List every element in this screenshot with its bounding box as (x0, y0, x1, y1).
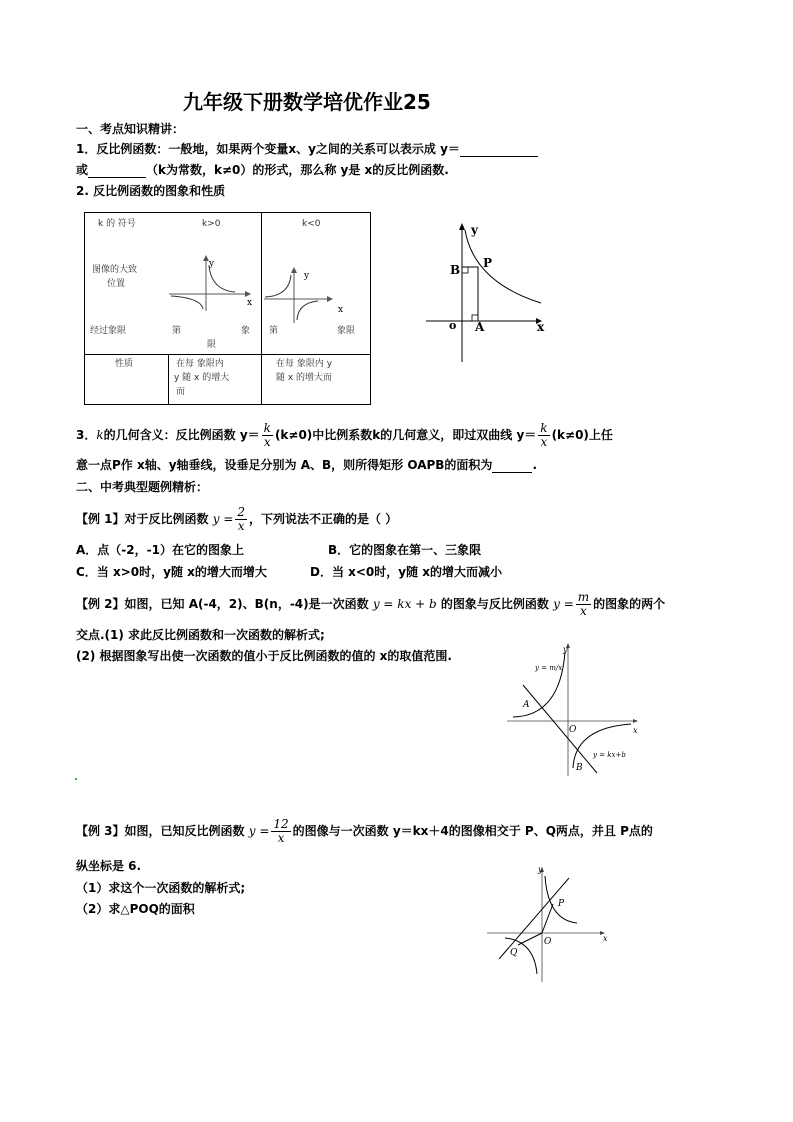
item1-line2 (76, 163, 449, 178)
item3-text-b: (k≠0)中比例系数k的几何意义，即过双曲线 y＝ (274, 428, 537, 442)
example1-label: 【例 1】对于反比例函数 (76, 512, 209, 526)
k-positive-quadrant-b: 象 (241, 326, 251, 336)
example1-option-a: A．点（-2，-1）在它的图象上 (76, 543, 244, 557)
k-negative-property-2: 随 x 的增大而 (276, 373, 333, 383)
axis-x-label: x (633, 726, 638, 735)
item1-or: 或 (76, 163, 89, 177)
example3-q2: （2）求△POQ的面积 (76, 902, 195, 916)
example2-mid: 的图象与反比例函数 (440, 597, 549, 611)
origin-label: O (544, 937, 552, 947)
fraction-k-over-x (538, 422, 549, 449)
axis-y-label: y (538, 865, 543, 874)
row-image-label-2: 位置 (107, 279, 126, 289)
table-divider (85, 354, 370, 355)
item3-number: 3． (76, 428, 97, 442)
example2-line2: 交点.(1) 求此反比例函数和一次函数的解析式; (76, 628, 325, 642)
point-p-label: P (558, 899, 565, 909)
axis-y-label: y (304, 271, 310, 281)
example2-fn-lhs: y = (553, 597, 574, 611)
graph-k-negative (262, 263, 357, 328)
origin-label: o (449, 319, 457, 332)
fraction-numerator: 12 (273, 817, 289, 831)
item3-line1 (76, 420, 613, 450)
axis-x-label: x (338, 305, 344, 315)
point-b-label: B (450, 263, 461, 277)
fraction-numerator: k (263, 421, 271, 435)
k-positive-quadrant-a: 第 (172, 326, 182, 336)
example3-line2: 纵坐标是 6. (76, 859, 142, 873)
fraction-denominator: x (263, 435, 271, 449)
row-quadrant-label: 经过象限 (90, 326, 127, 336)
axis-y-label: y (471, 223, 478, 237)
example1-question (76, 504, 397, 534)
axis-y-label: y (563, 645, 568, 654)
answer-blank (460, 142, 538, 157)
fraction-k-over-x (262, 422, 273, 449)
item3-text-c: (k≠0)上任 (551, 428, 613, 442)
example1-option-d: D．当 x<0时，y随 x的增大而减小 (310, 565, 503, 579)
item3-text-a: 的几何含义：反比例函数 y＝ (103, 428, 260, 442)
example3-question (76, 816, 653, 846)
item3-k: k (96, 428, 104, 442)
line-label: y = kx+b (593, 751, 626, 759)
item1-text-b: （k为常数，k≠0）的形式，那么称 y是 x的反比例函数. (146, 163, 449, 177)
point-a-label: A (475, 320, 485, 334)
point-a-label: A (523, 700, 530, 710)
fraction-denominator: x (580, 604, 587, 618)
row-property-label: 性质 (115, 359, 134, 369)
origin-label: O (569, 725, 577, 735)
k-positive-property-3: 而 (176, 387, 186, 397)
example1-option-b: B．它的图象在第一、三象限 (328, 543, 482, 557)
curve-label: y = m/x (535, 664, 563, 672)
example2-line3: (2) 根据图象写出使一次函数的值小于反比例函数的值的 x的取值范围. (76, 649, 452, 663)
answer-blank (88, 163, 146, 178)
axis-x-label: x (247, 298, 253, 308)
fraction-numerator: 2 (237, 505, 246, 519)
axis-y-label: y (209, 259, 215, 269)
page-title: 九年级下册数学培优作业25 (183, 90, 431, 114)
example3-label: 【例 3】如图，已知反比例函数 (76, 824, 245, 838)
axis-x-label: x (603, 934, 608, 943)
k-negative-property: 在每 象限内 y (276, 359, 333, 369)
point-b-label: B (576, 763, 583, 773)
section2-heading: 二、中考典型题例精析： (76, 480, 209, 494)
axis-x-label: x (537, 320, 545, 334)
fraction-denominator: x (237, 519, 245, 533)
example2-linear-fn: y = kx + b (372, 597, 437, 611)
header-k-negative: k<0 (302, 219, 321, 229)
row-image-label: 图像的大致 (92, 265, 138, 275)
figure-example2 (505, 640, 645, 778)
item3-period: . (532, 458, 537, 472)
item1-text-a: 1．反比例函数：一般地，如果两个变量x、y之间的关系可以表示成 y＝ (76, 142, 460, 156)
k-negative-quadrant-a: 第 (269, 326, 279, 336)
example3-tail: 的图像与一次函数 y＝kx＋4的图像相交于 P、Q两点，并且 P点的 (292, 824, 653, 838)
example1-fn-lhs: y = (212, 512, 234, 526)
graph-k-positive (165, 253, 255, 313)
point-p-label: P (483, 256, 493, 270)
figure-rectangle-oapb (420, 220, 560, 365)
example3-fn-lhs: y = (248, 824, 270, 838)
example2-question (76, 589, 665, 619)
table-divider (168, 354, 169, 404)
fraction-numerator: m (577, 590, 590, 604)
fraction-12-over-x (271, 818, 290, 845)
item3-line2 (76, 458, 537, 473)
figure-example3 (485, 862, 615, 984)
k-positive-property-2: y 随 x 的增大 (174, 373, 230, 383)
fraction-denominator: x (277, 831, 285, 845)
example2-label: 【例 2】如图，已知 A(-4，2)、B(n，-4)是一次函数 (76, 597, 369, 611)
item2-text: 2. 反比例函数的图象和性质 (76, 184, 226, 198)
fraction-denominator: x (540, 435, 548, 449)
example2-tail: 的图象的两个 (593, 597, 666, 611)
item3-text-d: 意一点P作 x轴、y轴垂线，设垂足分别为 A、B，则所得矩形 OAPB的面积为 (76, 458, 493, 472)
header-k-sign: k 的 符号 (98, 219, 136, 229)
fraction-m-over-x (576, 591, 591, 618)
stray-mark (75, 778, 77, 780)
fraction-2-over-x (235, 506, 247, 533)
k-positive-quadrant-c: 限 (207, 340, 217, 350)
answer-blank (492, 458, 532, 473)
header-k-positive: k>0 (202, 219, 221, 229)
example1-tail: ，下列说法不正确的是（ ） (249, 512, 398, 526)
example1-option-c: C．当 x>0时，y随 x的增大而增大 (76, 565, 267, 579)
k-positive-property: 在每 象限内 (176, 359, 224, 369)
k-negative-quadrant-b: 象限 (337, 326, 356, 336)
point-q-label: Q (510, 948, 518, 958)
item1-line1 (76, 142, 538, 157)
properties-table (84, 212, 371, 405)
example3-q1: （1）求这个一次函数的解析式; (76, 881, 246, 895)
section1-heading: 一、考点知识精讲： (76, 122, 185, 136)
fraction-numerator: k (540, 421, 548, 435)
